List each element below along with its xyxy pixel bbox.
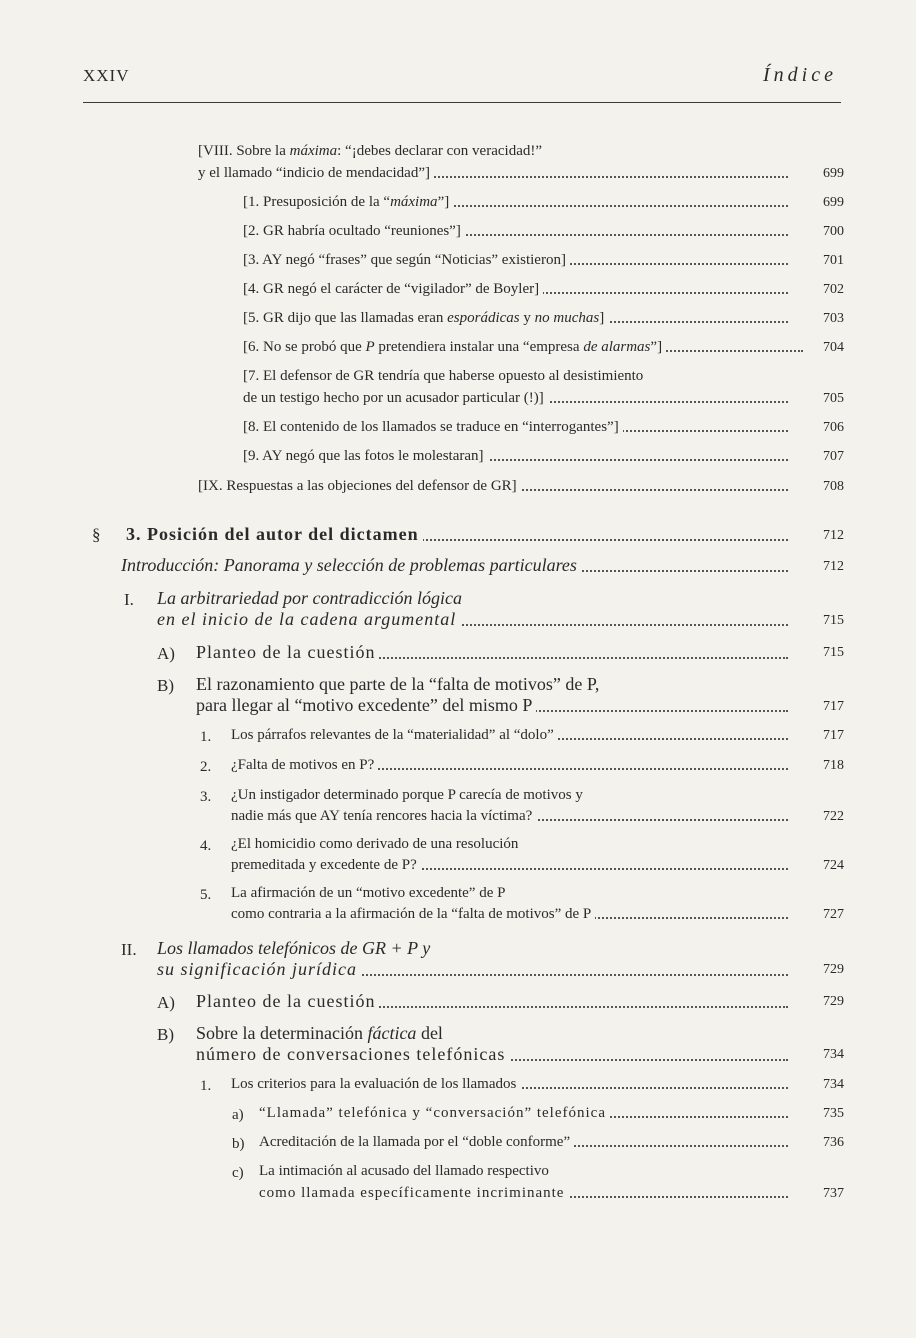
toc-entry-II-line1: Los llamados telefónicos de GR + P y [157, 938, 431, 958]
toc-entry-IIB1: Los criterios para la evaluación de los llamados [231, 1076, 788, 1093]
page-ref: 729 [823, 994, 844, 1009]
toc-num-IIB1b: b) [232, 1136, 245, 1152]
toc-num-IA: A) [157, 644, 175, 663]
toc-num-IB3: 3. [200, 789, 212, 805]
running-title: Índice [763, 64, 837, 86]
toc-entry-I-line2: en el inicio de la cadena argumental [157, 609, 788, 630]
toc-entry-IIA: Planteo de la cuestión [196, 991, 788, 1012]
page-number-roman: XXIV [83, 66, 130, 85]
page-ref: 727 [823, 907, 844, 922]
toc-num-IIA: A) [157, 993, 175, 1012]
page-ref: 702 [823, 282, 844, 297]
page-ref: 735 [823, 1106, 844, 1121]
toc-num-IB1: 1. [200, 729, 212, 745]
toc-section-3: 3. Posición del autor del dictamen [126, 524, 788, 545]
page-ref: 717 [823, 728, 844, 743]
toc-entry-IB3-line2: nadie más que AY tenía rencores hacia la víctima? [231, 808, 788, 825]
toc-num-IB: B) [157, 676, 174, 695]
toc-num-IIB1c: c) [232, 1165, 244, 1181]
toc-entry-IIB1c-line2: como llamada específicamente incriminante [259, 1185, 788, 1202]
toc-entry-1: [1. Presuposición de la “máxima”] [243, 194, 788, 211]
page-ref: 717 [823, 699, 844, 714]
toc-entry-I-line1: La arbitrariedad por contradicción lógica [157, 588, 462, 608]
toc-introduccion: Introducción: Panorama y selección de problemas particulares [121, 555, 788, 576]
page-ref: 706 [823, 420, 844, 435]
toc-entry-7-line2: de un testigo hecho por un acusador particular (!)] [243, 390, 788, 407]
page-ref: 715 [823, 613, 844, 628]
toc-entry-IIB-line2: número de conversaciones telefónicas [196, 1044, 788, 1065]
toc-entry-IIB1c-line1: La intimación al acusado del llamado respectivo [259, 1163, 549, 1179]
toc-entry-2: [2. GR habría ocultado “reuniones”] [243, 223, 788, 240]
page-ref: 715 [823, 645, 844, 660]
toc-entry-6: [6. No se probó que P pretendiera instalar una “empresa de alarmas”] [243, 339, 803, 356]
toc-entry-II-line2: su significación jurídica [157, 959, 788, 980]
toc-num-IIB1: 1. [200, 1078, 212, 1094]
toc-entry-IB3-line1: ¿Un instigador determinado porque P carecía de motivos y [231, 787, 583, 803]
page-ref: 699 [823, 195, 844, 210]
toc-num-II: II. [121, 940, 137, 959]
page-ref: 699 [823, 166, 844, 181]
page-ref: 729 [823, 962, 844, 977]
toc-entry-IB4-line2: premeditada y excedente de P? [231, 857, 788, 874]
toc-entry-IB-line1: El razonamiento que parte de la “falta de motivos” de P, [196, 674, 600, 694]
toc-entry-IA: Planteo de la cuestión [196, 642, 788, 663]
page-ref: 708 [823, 479, 844, 494]
toc-entry-3: [3. AY negó “frases” que según “Noticias” existieron] [243, 252, 788, 269]
toc-entry-4: [4. GR negó el carácter de “vigilador” de Boyler] [243, 281, 788, 298]
page-ref: 704 [823, 340, 844, 355]
toc-entry-9: [9. AY negó que las fotos le molestaran] [243, 448, 788, 465]
toc-entry-IB2: ¿Falta de motivos en P? [231, 757, 788, 774]
toc-entry-IB5-line1: La afirmación de un “motivo excedente” de P [231, 885, 506, 901]
toc-entry-viii-line2: y el llamado “indicio de mendacidad”] [198, 165, 788, 182]
toc-entry-8: [8. El contenido de los llamados se traduce en “interrogantes”] [243, 419, 788, 436]
page-ref: 737 [823, 1186, 844, 1201]
page-ref: 736 [823, 1135, 844, 1150]
toc-entry-viii-line1: [VIII. Sobre la máxima: “¡debes declarar con veracidad!” [198, 143, 543, 159]
toc-entry-IIB-line1: Sobre la determinación fáctica del [196, 1023, 443, 1043]
section-mark: § [92, 525, 101, 544]
toc-entry-IB-line2: para llegar al “motivo excedente” del mismo P [196, 695, 788, 716]
toc-entry-IB1: Los párrafos relevantes de la “materialidad” al “dolo” [231, 727, 788, 744]
toc-num-IB5: 5. [200, 887, 212, 903]
toc-entry-IB5-line2: como contraria a la afirmación de la “falta de motivos” de P [231, 906, 788, 923]
page-ref: 712 [823, 528, 844, 543]
page-ref: 718 [823, 758, 844, 773]
toc-entry-IB4-line1: ¿El homicidio como derivado de una resolución [231, 836, 519, 852]
toc-num-IB4: 4. [200, 838, 212, 854]
page-ref: 703 [823, 311, 844, 326]
toc-num-IB2: 2. [200, 759, 212, 775]
toc-entry-IIB1b: Acreditación de la llamada por el “doble conforme” [259, 1134, 788, 1151]
page-ref: 734 [823, 1077, 844, 1092]
toc-num-IIB1a: a) [232, 1107, 244, 1123]
page-ref: 701 [823, 253, 844, 268]
page-ref: 722 [823, 809, 844, 824]
toc-entry-ix: [IX. Respuestas a las objeciones del defensor de GR] [198, 478, 788, 495]
page-ref: 724 [823, 858, 844, 873]
page-ref: 707 [823, 449, 844, 464]
page-ref: 705 [823, 391, 844, 406]
page-ref: 700 [823, 224, 844, 239]
toc-num-IIB: B) [157, 1025, 174, 1044]
page-ref: 712 [823, 559, 844, 574]
toc-entry-5: [5. GR dijo que las llamadas eran esporádicas y no muchas] [243, 310, 788, 327]
page-ref: 734 [823, 1047, 844, 1062]
toc-num-I: I. [124, 590, 134, 609]
toc-entry-7-line1: [7. El defensor de GR tendría que haberse opuesto al desistimiento [243, 368, 644, 384]
toc-entry-IIB1a: “Llamada” telefónica y “conversación” telefónica [259, 1105, 788, 1122]
